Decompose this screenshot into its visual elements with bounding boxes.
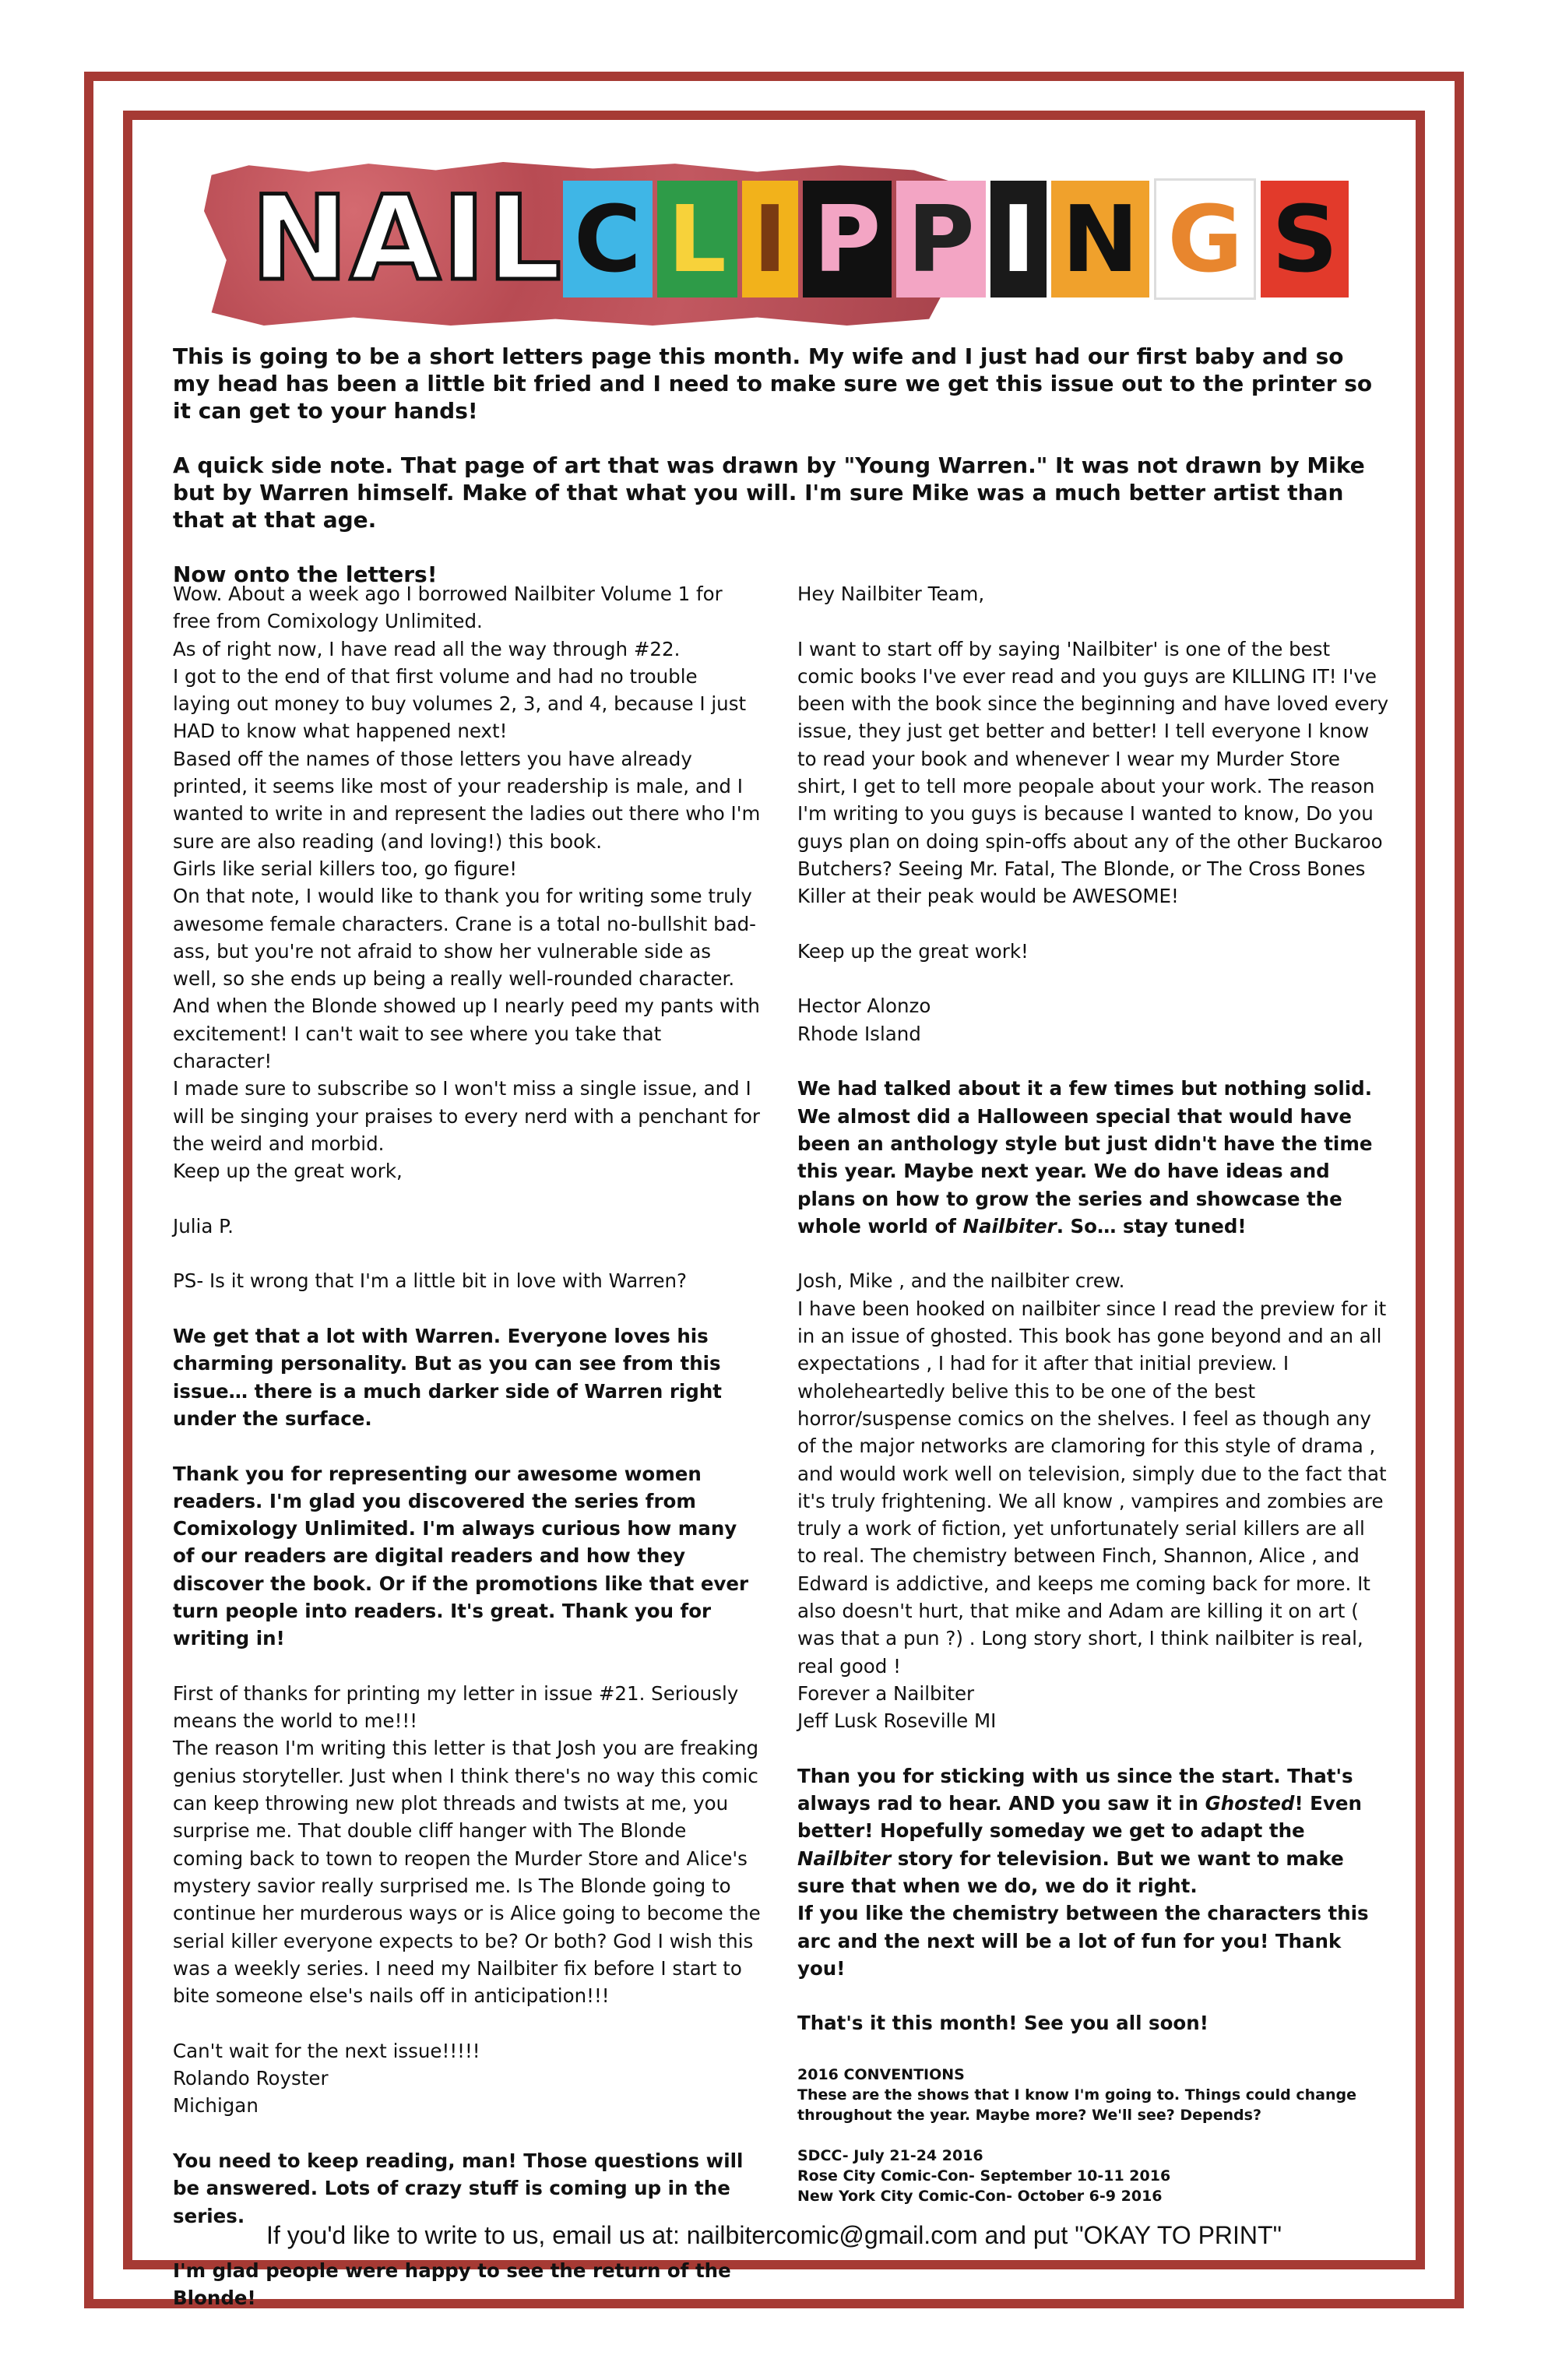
logo-letter: P	[896, 181, 985, 298]
conventions-note: These are the shows that I know I'm going to. Things could change throughout the year. Maybe more? We'll see? Depends?	[797, 2086, 1356, 2125]
editor-reply	[797, 1762, 1389, 1899]
convention-item: Rose City Comic-Con- September 10-11 2016	[797, 2167, 1171, 2185]
logo-letter: L	[487, 171, 559, 307]
logo-letter: S	[1261, 181, 1349, 298]
reply-text: story for television. But we want to make sure that when we do, we do it right.	[797, 1847, 1344, 1897]
letter-line: Based off the names of those letters you have already printed, it seems like most of your readership is male, and I wanted to write in and represent the ladies out there who I'm sure are also reading (and loving!) this book.	[173, 747, 761, 853]
reply-text: ! Even better! Hopefully someday we get to adapt the	[797, 1792, 1362, 1843]
intro-paragraph: A quick side note. That page of art that was drawn by "Young Warren." It was not drawn by Mike but by Warren himself. Make of that what you will. I'm sure Mike was a much better artist than that at that age.	[173, 452, 1365, 533]
conventions-list	[797, 2065, 1389, 2206]
right-column	[797, 580, 1389, 2206]
editor-reply: That's it this month! See you all soon!	[797, 2012, 1208, 2035]
logo-letter: I	[990, 181, 1047, 298]
intro-section	[173, 343, 1388, 615]
logo-letter: L	[657, 181, 737, 298]
masthead-logo	[204, 148, 1356, 327]
letter-line: Josh, Mike , and the nailbiter crew.	[797, 1269, 1125, 1293]
convention-item: SDCC- July 21-24 2016	[797, 2147, 983, 2165]
logo-letter: N	[1051, 181, 1150, 298]
letter-signature: Rolando Royster	[173, 2067, 329, 2090]
letter-signature: Michigan	[173, 2094, 259, 2118]
letter-line: Wow. About a week ago I borrowed Nailbiter Volume 1 for free from Comixology Unlimited.	[173, 583, 723, 633]
editor-reply	[797, 1075, 1389, 1240]
letter-line: I want to start off by saying 'Nailbiter' is one of the best comic books I've ever read and you guys are KILLING IT! I've been with the book since the beginning and have loved every issue, they just get better and better! I tell everyone I know to read your book and whenever I wear my Murder Store shirt, I get to tell more peopale about your work. The reason I'm writing to you guys is because I wanted to know, Do you guys plan on doing spin-offs about any of the other Buckaroo Butchers? Seeing Mr. Fatal, The Blonde, or The Cross Bones Killer at their peak would be AWESOME!	[797, 637, 1389, 908]
masthead-letters	[251, 171, 1349, 307]
letter-line: On that note, I would like to thank you for writing some truly awesome female characters. Crane is a total no-bullshit bad-ass, but you're not afraid to show her vulnerable side as well, so she ends up being a really well-rounded character. And when the Blonde showed up I nearly peed my pants with excitement! I can't wait to see where you take that character!	[173, 885, 760, 1073]
letter-line: Keep up the great work!	[797, 939, 1029, 963]
logo-letter: I	[742, 181, 798, 298]
letter-line: I made sure to subscribe so I won't miss a single issue, and I will be singing your praises to every nerd with a penchant for the weird and morbid.	[173, 1077, 761, 1155]
reply-italic-title: Ghosted	[1205, 1792, 1295, 1815]
intro-paragraph: Now onto the letters!	[173, 562, 438, 587]
intro-paragraph: This is going to be a short letters page this month. My wife and I just had our first baby and so my head has been a little bit fried and I need to make sure we get this issue out to the printer so it can get to your hands!	[173, 343, 1373, 424]
convention-item: New York City Comic-Con- October 6-9 2016	[797, 2188, 1163, 2206]
editor-reply: You need to keep reading, man! Those questions will be answered. Lots of crazy stuff is coming up in the series.	[173, 2149, 744, 2227]
editor-reply: If you like the chemistry between the characters this arc and the next will be a lot of fun for you! Thank you!	[797, 1902, 1369, 1980]
reply-text: Than you for sticking with us since the start. That's always rad to hear. AND you saw it in	[797, 1764, 1353, 1815]
letter-line: Girls like serial killers too, go figure!	[173, 857, 518, 880]
logo-letter: P	[803, 181, 892, 298]
letter-postscript: PS- Is it wrong that I'm a little bit in love with Warren?	[173, 1269, 688, 1293]
footer-contact: If you'd like to write to us, email us at: nailbitercomic@gmail.com and put "OKAY TO PRINT"	[266, 2221, 1282, 2249]
letter-line: First of thanks for printing my letter in issue #21. Seriously means the world to me!!!	[173, 1681, 739, 1733]
reply-italic-title: Nailbiter	[962, 1214, 1057, 1238]
letter-signature: Rhode Island	[797, 1022, 921, 1045]
reply-text: . So… stay tuned!	[1056, 1214, 1247, 1238]
logo-letter: G	[1154, 178, 1256, 300]
editor-reply: I'm glad people were happy to see the return of the Blonde!	[173, 2259, 731, 2310]
letter-signature: Hector Alonzo	[797, 995, 931, 1018]
reply-italic-title: Nailbiter	[797, 1847, 892, 1870]
letter-greeting: Hey Nailbiter Team,	[797, 583, 985, 605]
reply-text: We had talked about it a few times but nothing solid. We almost did a Halloween special that would have been an anthology style but just didn't have the time this year. Maybe next year. We do have ideas and plans on how to grow the series and showcase the whole world of	[797, 1077, 1373, 1238]
letter-line: The reason I'm writing this letter is that Josh you are freaking genius storyteller. Just when I think there's no way this comic can keep throwing new plot threads and twists at me, you surprise me. That double cliff hanger with The Blonde coming back to town to reopen the Murder Store and Alice's mystery savior really surprised me. Is The Blonde going to continue her murderous ways or is Alice going to become the serial killer everyone expects to be? Or both? God I wish this was a weekly series. I need my Nailbiter fix before I start to bite someone else's nails off in anticipation!!!	[173, 1737, 761, 2008]
letter-line: I got to the end of that first volume and had no trouble laying out money to buy volumes 2, 3, and 4, because I just HAD to know what happened next!	[173, 664, 747, 743]
letter-line: As of right now, I have read all the way through #22.	[173, 637, 681, 660]
letter-line: Can't wait for the next issue!!!!!	[173, 2039, 480, 2062]
logo-letter: C	[563, 181, 653, 298]
logo-letter: I	[442, 171, 483, 307]
left-column	[173, 580, 761, 2340]
editor-reply: Thank you for representing our awesome women readers. I'm glad you discovered the series from Comixology Unlimited. I'm always curious how many of our readers are digital readers and how they discover the book. Or if the promotions like that ever turn people into readers. It's great. Thank you for writing in!	[173, 1462, 749, 1650]
logo-letter: N	[251, 171, 346, 307]
letter-signature: Jeff Lusk Roseville MI	[797, 1709, 997, 1733]
letter-line: I have been hooked on nailbiter since I read the preview for it in an issue of ghosted. This book has gone beyond and an all expectations , I had for it after that initial preview. I wholeheartedly belive this to be one of the best horror/suspense comics on the shelves. I feel as though any of the major networks are clamoring for this style of drama , and would work well on television, simply due to the fact that it's truly frightening. We all know , vampires and zombies are truly a work of fiction, yet unfortunately serial killers are all to real. The chemistry between Finch, Shannon, Alice , and Edward is addictive, and keeps me coming back for more. It also doesn't hurt, that mike and Adam are killing it on art ( was that a pun ?) . Long story short, I think nailbiter is real, real good !	[797, 1297, 1387, 1678]
letter-line: Keep up the great work,	[173, 1160, 403, 1183]
editor-reply: We get that a lot with Warren. Everyone loves his charming personality. But as you can see from this issue… there is a much darker side of Warren right under the surface.	[173, 1325, 722, 1430]
letter-signature: Julia P.	[173, 1214, 234, 1238]
letter-line: Forever a Nailbiter	[797, 1681, 975, 1705]
conventions-title: 2016 CONVENTIONS	[797, 2066, 965, 2084]
logo-letter: A	[350, 171, 438, 307]
